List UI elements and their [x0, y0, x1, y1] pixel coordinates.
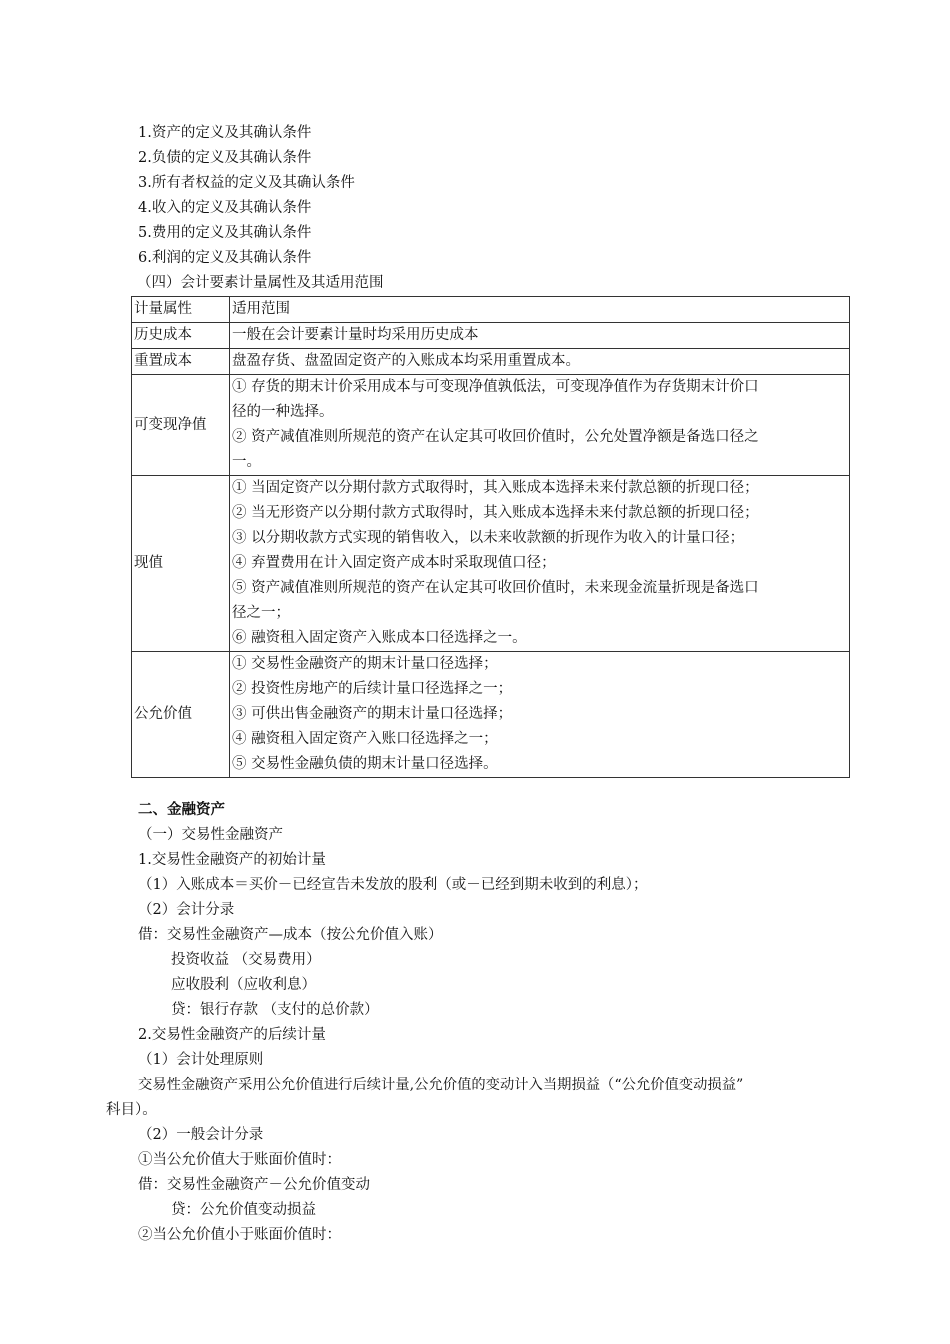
attr-cell: 现值: [132, 476, 230, 652]
list-item: 3.所有者权益的定义及其确认条件: [138, 175, 355, 191]
scope-line: ② 当无形资产以分期付款方式取得时，其入账成本选择未来付款总额的折现口径；: [232, 505, 759, 521]
subsection-title: （一）交易性金融资产: [138, 827, 283, 843]
scope-line: ④ 融资租入固定资产入账口径选择之一；: [232, 731, 498, 747]
table-header-row: [132, 297, 850, 323]
scope-line: ① 交易性金融资产的期末计量口径选择；: [232, 656, 498, 672]
attr-cell: 可变现净值: [132, 375, 230, 476]
scope-line: ① 存货的期末计价采用成本与可变现净值孰低法，可变现净值作为存货期末计价口: [232, 379, 759, 395]
paragraph: （2）一般会计分录: [138, 1127, 264, 1143]
scope-line: 径的一种选择。: [232, 404, 334, 420]
list-item: 4.收入的定义及其确认条件: [138, 200, 312, 216]
paragraph: 交易性金融资产采用公允价值进行后续计量,公允价值的变动计入当期损益（“公允价值变动损益”: [138, 1077, 744, 1093]
list-item: 5.费用的定义及其确认条件: [138, 225, 312, 241]
scope-line: 盘盈存货、盘盈固定资产的入账成本均采用重置成本。: [232, 353, 580, 369]
attr-cell: 公允价值: [132, 652, 230, 778]
scope-line: ⑥ 融资租入固定资产入账成本口径选择之一。: [232, 630, 527, 646]
scope-line: ② 投资性房地产的后续计量口径选择之一；: [232, 681, 513, 697]
paragraph: 科目）。: [106, 1102, 157, 1118]
scope-line: 一般在会计要素计量时均采用历史成本: [232, 327, 479, 343]
attr-cell: 重置成本: [132, 349, 230, 375]
list-item: 2.负债的定义及其确认条件: [138, 150, 312, 166]
list-item: 1.资产的定义及其确认条件: [138, 125, 312, 141]
scope-line: ② 资产减值准则所规范的资产在认定其可收回价值时，公允处置净额是备选口径之: [232, 429, 759, 445]
table-row: [132, 652, 850, 778]
scope-line: ③ 可供出售金融资产的期末计量口径选择；: [232, 706, 513, 722]
journal-entry-debit: 应收股利（应收利息）: [171, 977, 316, 993]
scope-cell: [230, 476, 850, 652]
table-header-cell: 适用范围: [230, 297, 850, 323]
scope-cell: [230, 349, 850, 375]
scope-line: ③ 以分期收款方式实现的销售收入，以未来收款额的折现作为收入的计量口径；: [232, 530, 745, 546]
table-caption: （四）会计要素计量属性及其适用范围: [137, 275, 384, 291]
paragraph: （2）会计分录: [138, 902, 235, 918]
paragraph: ②当公允价值小于账面价值时：: [138, 1227, 341, 1243]
table-row: [132, 375, 850, 476]
paragraph: （1）会计处理原则: [138, 1052, 264, 1068]
paragraph: （1）入账成本＝买价－已经宣告未发放的股利（或－已经到期未收到的利息）；: [138, 877, 648, 893]
table-row: [132, 349, 850, 375]
attr-cell: 历史成本: [132, 323, 230, 349]
journal-entry-debit: 借：交易性金融资产—成本（按公允价值入账）: [138, 927, 443, 943]
scope-line: ① 当固定资产以分期付款方式取得时，其入账成本选择未来付款总额的折现口径；: [232, 480, 759, 496]
journal-entry-credit: 贷：银行存款 （支付的总价款）: [171, 1002, 379, 1018]
journal-entry-credit: 贷：公允价值变动损益: [171, 1202, 316, 1218]
scope-cell: [230, 652, 850, 778]
scope-cell: [230, 323, 850, 349]
scope-line: ⑤ 资产减值准则所规范的资产在认定其可收回价值时，未来现金流量折现是备选口: [232, 580, 759, 596]
scope-line: ④ 弃置费用在计入固定资产成本时采取现值口径；: [232, 555, 556, 571]
paragraph: 2.交易性金融资产的后续计量: [138, 1027, 326, 1043]
journal-entry-debit: 投资收益 （交易费用）: [171, 952, 321, 968]
scope-line: 径之一；: [232, 605, 290, 621]
scope-cell: [230, 375, 850, 476]
journal-entry-debit: 借：交易性金融资产－公允价值变动: [138, 1177, 370, 1193]
scope-line: 一。: [232, 454, 261, 470]
list-item: 6.利润的定义及其确认条件: [138, 250, 312, 266]
paragraph: ①当公允价值大于账面价值时：: [138, 1152, 341, 1168]
section-heading: 二、金融资产: [138, 802, 225, 818]
table-row: [132, 476, 850, 652]
paragraph: 1.交易性金融资产的初始计量: [138, 852, 326, 868]
scope-line: ⑤ 交易性金融负债的期末计量口径选择。: [232, 756, 498, 772]
measurement-table: [131, 296, 850, 778]
table-row: [132, 323, 850, 349]
table-header-cell: 计量属性: [132, 297, 230, 323]
